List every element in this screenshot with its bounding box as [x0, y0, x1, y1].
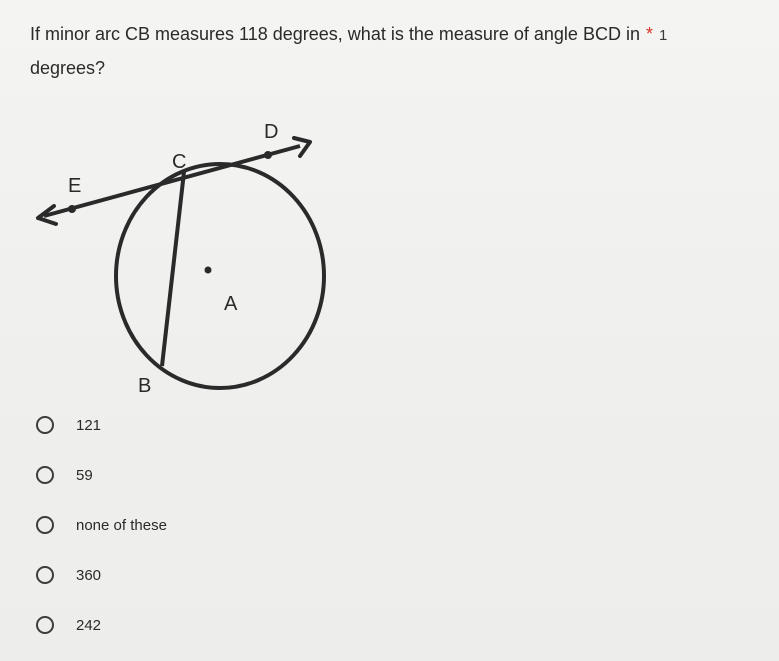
- label-a: A: [224, 293, 238, 315]
- radio-button[interactable]: [36, 416, 54, 434]
- option-label: 360: [76, 566, 102, 584]
- radio-button[interactable]: [36, 566, 54, 584]
- label-e: E: [68, 175, 82, 197]
- option-360[interactable]: [36, 558, 336, 592]
- label-d: D: [264, 121, 279, 143]
- radio-button[interactable]: [36, 616, 54, 634]
- option-label: 242: [76, 616, 102, 634]
- point-d-dot: [264, 151, 272, 159]
- point-e-dot: [68, 205, 76, 213]
- circle-tangent-diagram: [28, 110, 338, 400]
- question-title-line2: degrees?: [30, 58, 106, 78]
- circle: [116, 164, 324, 388]
- chord-cb: [162, 172, 184, 366]
- question-text-container: [30, 18, 770, 84]
- option-label: 121: [76, 416, 102, 434]
- option-label: 59: [76, 466, 93, 484]
- radio-button[interactable]: [36, 516, 54, 534]
- option-59[interactable]: [36, 458, 336, 492]
- option-121[interactable]: [36, 408, 336, 442]
- option-242[interactable]: [36, 608, 336, 642]
- label-b: B: [138, 375, 152, 397]
- option-label: none of these: [76, 516, 167, 534]
- required-asterisk: *: [645, 24, 653, 44]
- points-value: 1: [658, 27, 668, 44]
- label-c: C: [172, 151, 187, 173]
- point-a-dot: [205, 267, 212, 274]
- geometry-figure: [28, 110, 338, 400]
- option-none-of-these[interactable]: [36, 508, 336, 542]
- radio-button[interactable]: [36, 466, 54, 484]
- question-title-line1: If minor arc CB measures 118 degrees, what is the measure of angle BCD in: [30, 24, 640, 44]
